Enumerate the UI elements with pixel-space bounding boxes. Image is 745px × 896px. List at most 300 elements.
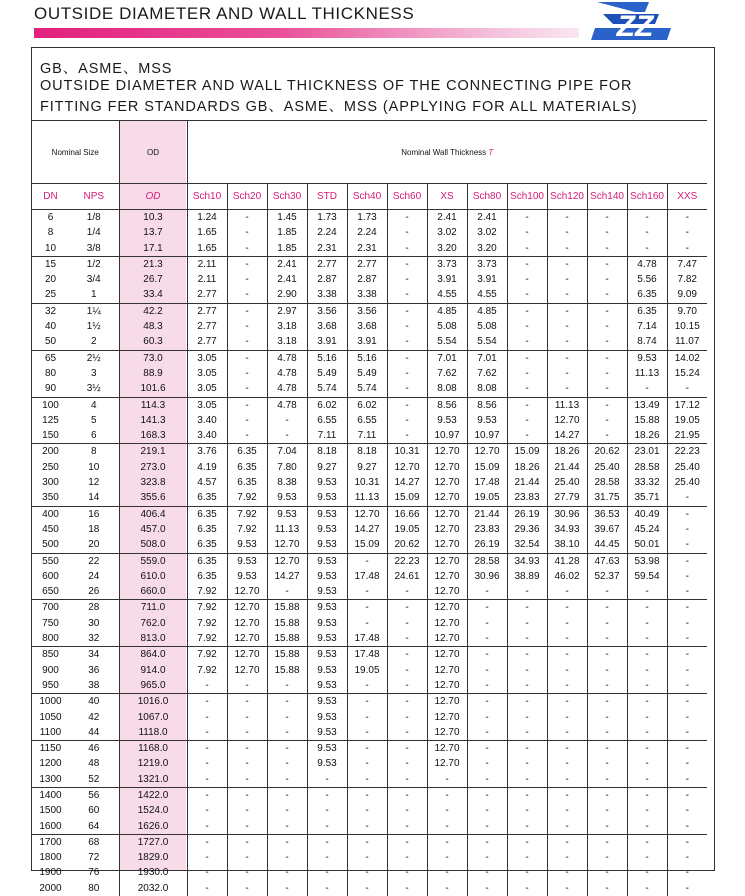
table-cell: - — [667, 569, 707, 584]
table-cell: - — [507, 210, 547, 226]
table-cell: 12.70 — [227, 647, 267, 663]
table-cell: 1500 — [39, 805, 62, 817]
table-cell: - — [587, 366, 627, 381]
table-cell: 35.71 — [627, 490, 667, 506]
table-cell: 28.58 — [627, 460, 667, 475]
table-cell: - — [667, 381, 707, 397]
table-cell: - — [587, 256, 627, 272]
table-cell: - — [547, 366, 587, 381]
table-cell: - — [507, 787, 547, 803]
table-cell: 813.0 — [119, 631, 187, 647]
table-cell: - — [667, 834, 707, 850]
table-cell: 6.02 — [347, 397, 387, 413]
table-cell: 2.31 — [307, 241, 347, 257]
table-cell: - — [387, 381, 427, 397]
table-cell: - — [627, 647, 667, 663]
table-cell: 2.87 — [347, 272, 387, 287]
table-cell: - — [667, 490, 707, 506]
table-cell: - — [227, 787, 267, 803]
table-cell: - — [467, 616, 507, 631]
table-cell: 15.09 — [507, 444, 547, 460]
table-cell: - — [307, 803, 347, 818]
table-cell: 6.35 — [627, 303, 667, 319]
table-cell: 13.49 — [627, 397, 667, 413]
brand-logo — [589, 0, 681, 44]
table-cell: 550 — [32, 553, 69, 569]
table-cell: - — [427, 803, 467, 818]
table-cell: 3.91 — [307, 334, 347, 350]
table-cell: 300 — [42, 477, 59, 489]
table-cell: 10.97 — [467, 428, 507, 444]
table-cell: 101.6 — [119, 381, 187, 397]
table-cell: 15.88 — [267, 600, 307, 616]
table-cell: - — [347, 803, 387, 818]
table-row — [32, 522, 707, 537]
table-cell: - — [387, 803, 427, 818]
table-cell: 1.73 — [307, 210, 347, 226]
table-cell: - — [587, 381, 627, 397]
table-cell: 219.1 — [119, 444, 187, 460]
table-cell: 12.70 — [427, 631, 467, 647]
table-cell: 41.28 — [547, 553, 587, 569]
table-cell: - — [347, 710, 387, 725]
table-cell: 150 — [42, 430, 59, 442]
table-cell: 9.53 — [267, 490, 307, 506]
table-cell: 8.56 — [427, 397, 467, 413]
table-cell: 9.70 — [667, 303, 707, 319]
table-cell: 2000 — [39, 882, 62, 894]
table-cell: 3.18 — [267, 334, 307, 350]
table-cell: - — [267, 694, 307, 710]
table-cell: - — [587, 600, 627, 616]
table-cell: 11.13 — [627, 366, 667, 381]
table-cell: 6.35 — [187, 553, 227, 569]
table-cell: - — [627, 881, 667, 896]
table-cell: 114.3 — [119, 397, 187, 413]
table-cell: 3.02 — [427, 225, 467, 240]
table-cell: 711.0 — [119, 600, 187, 616]
table-row — [32, 756, 707, 771]
table-cell: - — [187, 787, 227, 803]
table-cell: 64 — [88, 820, 100, 832]
table-cell: - — [507, 272, 547, 287]
table-cell: - — [347, 756, 387, 771]
table-cell: 9.53 — [307, 569, 347, 584]
table-cell: - — [547, 850, 587, 865]
table-cell: 28 — [69, 600, 119, 616]
table-cell: 15.09 — [467, 460, 507, 475]
table-cell: 3.20 — [427, 241, 467, 257]
table-cell: - — [467, 756, 507, 771]
table-cell: - — [467, 787, 507, 803]
table-cell: 2.77 — [307, 256, 347, 272]
od-header: OD — [119, 121, 187, 184]
table-cell: 10.31 — [347, 475, 387, 490]
table-cell: - — [187, 741, 227, 757]
caption-standards: GB、ASME、MSS — [40, 61, 173, 77]
table-cell: - — [347, 741, 387, 757]
table-cell: 59.54 — [627, 569, 667, 584]
table-cell: - — [547, 694, 587, 710]
table-cell: 7.92 — [227, 522, 267, 537]
table-cell: 3.68 — [347, 319, 387, 334]
table-cell: - — [627, 241, 667, 257]
table-cell: 19.05 — [467, 490, 507, 506]
table-cell: 7.92 — [187, 663, 227, 678]
table-cell: - — [387, 819, 427, 835]
column-header: Sch120 — [547, 184, 587, 210]
table-cell: - — [347, 553, 387, 569]
table-cell: - — [587, 413, 627, 428]
table-cell: - — [387, 710, 427, 725]
table-cell: 1½ — [86, 321, 101, 333]
table-cell: 30 — [88, 617, 100, 629]
table-row — [32, 460, 707, 475]
table-cell: 12.70 — [427, 756, 467, 771]
table-cell: 12.70 — [427, 444, 467, 460]
table-cell: - — [627, 381, 667, 397]
table-cell: 3/8 — [86, 242, 101, 254]
table-cell: - — [507, 725, 547, 741]
table-cell: 4.85 — [427, 303, 467, 319]
table-cell: 1524.0 — [119, 803, 187, 818]
table-cell: - — [547, 225, 587, 240]
table-cell: - — [507, 663, 547, 678]
table-cell: 60.3 — [119, 334, 187, 350]
table-cell: - — [227, 319, 267, 334]
table-cell: 5.74 — [347, 381, 387, 397]
table-cell: - — [667, 631, 707, 647]
table-row — [32, 350, 707, 366]
table-cell: 25.40 — [547, 475, 587, 490]
table-cell: 4.55 — [467, 287, 507, 303]
table-cell: 24.61 — [387, 569, 427, 584]
table-cell: 168.3 — [119, 428, 187, 444]
table-cell: - — [467, 725, 507, 741]
table-cell: 46.02 — [547, 569, 587, 584]
table-cell: 76 — [88, 867, 100, 879]
table-cell: - — [507, 819, 547, 835]
table-cell: 6.55 — [347, 413, 387, 428]
table-cell: 12.70 — [427, 460, 467, 475]
table-cell: 914.0 — [119, 663, 187, 678]
table-cell: 46 — [69, 741, 119, 757]
table-row — [32, 663, 707, 678]
table-cell: 7.14 — [627, 319, 667, 334]
table-cell: 32.54 — [507, 537, 547, 553]
table-cell: 12 — [88, 477, 100, 489]
table-cell: - — [547, 241, 587, 257]
table-cell: 12.70 — [427, 584, 467, 600]
table-cell: 9.53 — [307, 631, 347, 647]
table-cell: - — [667, 241, 707, 257]
table-cell: 12.70 — [427, 490, 467, 506]
table-cell: 9.53 — [427, 413, 467, 428]
table-cell: 12.70 — [227, 631, 267, 647]
table-cell: - — [587, 678, 627, 694]
caption-line-3: FITTING FER STANDARDS GB、ASME、MSS (APPLYING FOR ALL MATERIALS) — [40, 99, 638, 115]
table-cell: 2.24 — [307, 225, 347, 240]
column-header: Sch60 — [387, 184, 427, 210]
table-cell: - — [387, 397, 427, 413]
table-cell: - — [507, 803, 547, 818]
table-cell: - — [627, 756, 667, 771]
table-cell: - — [387, 256, 427, 272]
table-row — [32, 506, 707, 522]
table-cell: - — [507, 678, 547, 694]
table-cell: 6.02 — [307, 397, 347, 413]
table-cell: - — [267, 850, 307, 865]
table-cell: - — [427, 819, 467, 835]
table-cell: - — [267, 428, 307, 444]
table-cell: - — [227, 819, 267, 835]
table-cell: - — [547, 334, 587, 350]
table-cell: 3.56 — [307, 303, 347, 319]
table-cell: - — [227, 756, 267, 771]
table-cell: - — [267, 678, 307, 694]
table-cell: 9.27 — [347, 460, 387, 475]
table-row — [32, 819, 707, 835]
table-cell: 19.05 — [667, 413, 707, 428]
table-cell: - — [387, 850, 427, 865]
table-cell: - — [507, 350, 547, 366]
table-cell: 9.53 — [307, 553, 347, 569]
table-cell: - — [387, 350, 427, 366]
table-cell: - — [387, 303, 427, 319]
table-cell: - — [667, 678, 707, 694]
table-cell: 1168.0 — [119, 741, 187, 757]
table-cell: 6.35 — [627, 287, 667, 303]
table-cell: - — [187, 756, 227, 771]
table-cell: 17.48 — [347, 569, 387, 584]
table-cell: - — [507, 241, 547, 257]
table-cell: 14.27 — [387, 475, 427, 490]
table-cell: - — [547, 756, 587, 771]
table-cell: - — [627, 865, 667, 880]
table-cell: - — [347, 850, 387, 865]
table-cell: - — [467, 600, 507, 616]
table-cell: 2.41 — [467, 210, 507, 226]
table-cell: 9.53 — [307, 475, 347, 490]
table-cell: - — [387, 584, 427, 600]
table-cell: - — [467, 710, 507, 725]
table-cell: - — [667, 772, 707, 788]
table-cell: 650 — [42, 586, 59, 598]
table-cell: - — [667, 600, 707, 616]
table-cell: 600 — [42, 570, 59, 582]
table-cell: - — [227, 881, 267, 896]
table-cell: 72 — [88, 852, 100, 864]
table-cell: - — [347, 600, 387, 616]
table-cell: - — [227, 210, 267, 226]
table-cell: 12.70 — [427, 475, 467, 490]
table-cell: 3.91 — [427, 272, 467, 287]
table-cell: - — [267, 803, 307, 818]
table-cell: - — [387, 865, 427, 880]
table-cell: - — [547, 803, 587, 818]
table-cell: 2.77 — [187, 303, 227, 319]
table-cell: 14.27 — [547, 428, 587, 444]
table-cell: 90 — [44, 383, 57, 395]
table-row — [32, 397, 707, 413]
table-cell: 9.53 — [467, 413, 507, 428]
table-cell: 27.79 — [547, 490, 587, 506]
table-row — [32, 865, 707, 880]
table-cell: - — [587, 428, 627, 444]
table-cell: 4.78 — [267, 381, 307, 397]
wall-thickness-label: Nominal Wall Thickness — [401, 147, 489, 157]
table-cell: - — [227, 725, 267, 741]
table-cell: - — [187, 834, 227, 850]
table-cell: 17.48 — [347, 631, 387, 647]
table-cell: 1067.0 — [119, 710, 187, 725]
table-cell: 60 — [88, 805, 100, 817]
table-cell: - — [387, 225, 427, 240]
table-cell: - — [507, 256, 547, 272]
table-cell: 11.07 — [667, 334, 707, 350]
table-cell: 2.24 — [347, 225, 387, 240]
table-cell: 6.35 — [227, 460, 267, 475]
table-cell: - — [467, 865, 507, 880]
table-cell: - — [667, 865, 707, 880]
table-cell: - — [227, 334, 267, 350]
table-cell: 7.92 — [187, 647, 227, 663]
table-cell: 21.95 — [667, 428, 707, 444]
table-cell: - — [227, 803, 267, 818]
table-frame — [31, 47, 715, 894]
table-cell: 3.56 — [347, 303, 387, 319]
table-cell: 610.0 — [119, 569, 187, 584]
table-cell: 200 — [32, 444, 69, 460]
table-cell: 9.53 — [627, 350, 667, 366]
table-cell: - — [547, 647, 587, 663]
table-cell: - — [667, 787, 707, 803]
table-cell: 8.74 — [627, 334, 667, 350]
table-cell: 3½ — [86, 383, 101, 395]
table-row — [32, 710, 707, 725]
table-cell: 9.53 — [307, 647, 347, 663]
table-cell: 17.48 — [347, 647, 387, 663]
table-cell: - — [587, 210, 627, 226]
table-cell: 20 — [88, 539, 100, 551]
table-cell: 12.70 — [427, 741, 467, 757]
table-cell: - — [387, 272, 427, 287]
table-cell: 12.70 — [427, 694, 467, 710]
table-cell: 38.10 — [547, 537, 587, 553]
column-header: STD — [307, 184, 347, 210]
table-cell: 1700 — [32, 834, 69, 850]
table-cell: - — [507, 303, 547, 319]
table-caption — [32, 48, 714, 120]
table-cell: 3.40 — [187, 413, 227, 428]
table-cell: 2.31 — [347, 241, 387, 257]
table-cell: - — [307, 881, 347, 896]
table-cell: 38 — [88, 679, 100, 691]
table-cell: - — [667, 756, 707, 771]
table-cell: 7.92 — [227, 490, 267, 506]
table-cell: 34.93 — [507, 553, 547, 569]
table-cell: 5.56 — [627, 272, 667, 287]
table-cell: - — [507, 710, 547, 725]
table-cell: 33.4 — [119, 287, 187, 303]
table-cell: 12.70 — [227, 600, 267, 616]
table-cell: - — [187, 772, 227, 788]
table-row — [32, 225, 707, 240]
table-cell: 14.27 — [347, 522, 387, 537]
table-cell: 23.83 — [507, 490, 547, 506]
table-cell: 10.3 — [119, 210, 187, 226]
table-cell: 7.92 — [187, 631, 227, 647]
table-cell: - — [547, 256, 587, 272]
table-cell: - — [507, 756, 547, 771]
column-header: XXS — [667, 184, 707, 210]
table-cell: - — [587, 647, 627, 663]
table-row — [32, 241, 707, 257]
table-cell: 1727.0 — [119, 834, 187, 850]
table-cell: - — [227, 397, 267, 413]
table-cell: 12.70 — [427, 569, 467, 584]
table-cell: - — [547, 631, 587, 647]
table-cell: 15 — [32, 256, 69, 272]
table-cell: 7.62 — [427, 366, 467, 381]
table-cell: - — [227, 272, 267, 287]
table-cell: 12.70 — [427, 522, 467, 537]
table-cell: - — [507, 413, 547, 428]
table-cell: 1100 — [39, 726, 62, 738]
table-row — [32, 569, 707, 584]
table-cell: 2.77 — [187, 319, 227, 334]
table-cell: 15.09 — [387, 490, 427, 506]
table-cell: 1118.0 — [119, 725, 187, 741]
table-cell: - — [667, 881, 707, 896]
table-cell: 12.70 — [347, 506, 387, 522]
table-cell: 1¼ — [69, 303, 119, 319]
table-cell: 10.97 — [427, 428, 467, 444]
table-cell: 42 — [88, 711, 100, 723]
table-cell: - — [667, 725, 707, 741]
nominal-size-header: Nominal Size — [32, 121, 119, 184]
table-cell: - — [227, 225, 267, 240]
table-cell: - — [507, 584, 547, 600]
table-cell: 12.70 — [267, 553, 307, 569]
table-cell: 2.97 — [267, 303, 307, 319]
table-row — [32, 272, 707, 287]
table-cell: 250 — [42, 461, 59, 473]
table-cell: 52 — [88, 773, 100, 785]
table-cell: 8 — [69, 444, 119, 460]
table-cell: 3.38 — [347, 287, 387, 303]
table-cell: - — [387, 772, 427, 788]
table-cell: - — [227, 241, 267, 257]
table-cell: 6.35 — [187, 537, 227, 553]
table-cell: 23.01 — [627, 444, 667, 460]
table-cell: - — [387, 834, 427, 850]
table-cell: 8.18 — [347, 444, 387, 460]
table-cell: 15.88 — [267, 647, 307, 663]
table-cell: 9.27 — [307, 460, 347, 475]
table-cell: - — [467, 663, 507, 678]
column-header: OD — [119, 184, 187, 210]
table-cell: - — [347, 725, 387, 741]
table-cell: 22 — [69, 553, 119, 569]
table-cell: 1000 — [32, 694, 69, 710]
table-cell: 7.92 — [187, 616, 227, 631]
table-cell: 3 — [90, 367, 97, 379]
table-cell: - — [587, 756, 627, 771]
table-cell: 34 — [69, 647, 119, 663]
table-row — [32, 490, 707, 506]
table-cell: - — [507, 428, 547, 444]
